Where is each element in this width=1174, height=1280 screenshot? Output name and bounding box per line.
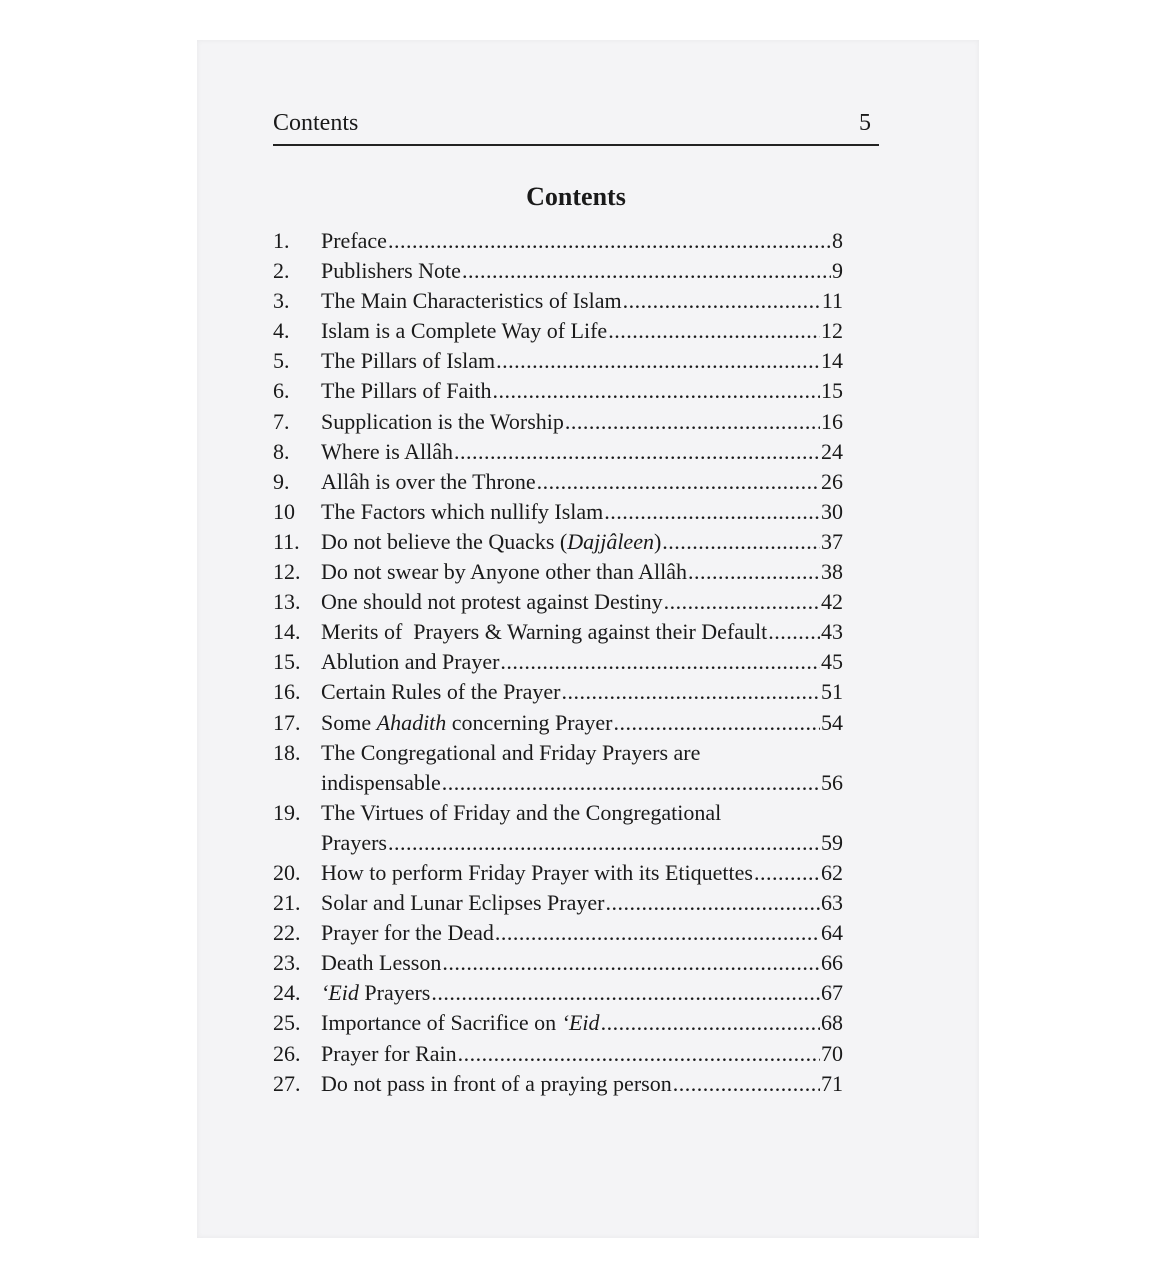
- entry-number: 20.: [273, 859, 301, 885]
- toc-entry-20: [273, 858, 843, 888]
- entry-number: 13.: [273, 589, 301, 615]
- toc-entry-5: [273, 346, 843, 376]
- dot-leader: [608, 316, 820, 346]
- toc-entry-22: [273, 918, 843, 948]
- entry-title-line1: The Virtues of Friday and the Congregational: [321, 799, 722, 825]
- entry-title: How to perform Friday Prayer with its Etiquettes: [321, 859, 753, 885]
- dot-leader: [492, 376, 820, 406]
- entry-page: 8: [832, 228, 843, 253]
- toc-entry-1: [273, 226, 843, 256]
- entry-number: 12.: [273, 559, 301, 585]
- toc-entry-8: [273, 437, 843, 467]
- entry-number: 22.: [273, 920, 301, 946]
- entry-page: 37: [821, 528, 843, 554]
- entry-page: 71: [821, 1070, 843, 1096]
- entry-number: 8.: [273, 438, 290, 464]
- dot-leader: [605, 888, 820, 918]
- entry-title-italic: Ahadith: [376, 709, 447, 735]
- entry-number: 10: [273, 498, 295, 524]
- entry-title: Certain Rules of the Prayer: [321, 679, 561, 705]
- toc-entry-19: [273, 798, 843, 858]
- entry-title: Publishers Note: [321, 258, 461, 284]
- toc-entry-26: [273, 1039, 843, 1069]
- entry-title: Do not pass in front of a praying person: [321, 1070, 672, 1096]
- entry-title-part: ): [653, 528, 662, 554]
- toc-entry-18: [273, 738, 843, 798]
- dot-leader: [565, 407, 820, 437]
- entry-title: The Main Characteristics of Islam: [321, 288, 622, 314]
- entry-number: 9.: [273, 468, 290, 494]
- dot-leader: [601, 1008, 820, 1038]
- toc-entry-25: [273, 1008, 843, 1038]
- entry-title: [321, 708, 612, 738]
- entry-number: 26.: [273, 1040, 301, 1066]
- dot-leader: [768, 617, 820, 647]
- entry-page: 15: [821, 378, 843, 404]
- dot-leader: [388, 226, 831, 256]
- entry-page: 12: [821, 318, 843, 344]
- dot-leader: [604, 497, 820, 527]
- entry-title: Preface: [321, 228, 387, 253]
- dot-leader: [562, 677, 821, 707]
- entry-number: 3.: [273, 288, 290, 314]
- entry-number: 18.: [273, 739, 301, 765]
- running-header-title: Contents: [273, 110, 359, 136]
- entry-number: 2.: [273, 258, 290, 284]
- entry-page: 70: [821, 1040, 843, 1066]
- entry-title-italic: ‘Eid: [321, 980, 359, 1006]
- dot-leader: [623, 286, 821, 316]
- toc-entry-10: [273, 497, 843, 527]
- dot-leader: [496, 346, 820, 376]
- entry-title: Prayer for the Dead: [321, 920, 494, 946]
- entry-title: One should not protest against Destiny: [321, 589, 663, 615]
- entry-page: 42: [821, 589, 843, 615]
- toc-entry-11: [273, 527, 843, 557]
- entry-number: 16.: [273, 679, 301, 705]
- entry-title: Do not swear by Anyone other than Allâh: [321, 559, 687, 585]
- entry-page: 54: [821, 709, 843, 735]
- entry-page: 14: [821, 348, 843, 374]
- entry-number: 25.: [273, 1010, 301, 1036]
- toc-entry-23: [273, 948, 843, 978]
- toc-entry-6: [273, 376, 843, 406]
- entry-number: 24.: [273, 980, 301, 1006]
- toc-entry-15: [273, 647, 843, 677]
- entry-number: 11.: [273, 528, 300, 554]
- entry-title: Where is Allâh: [321, 438, 453, 464]
- entry-page: 45: [821, 649, 843, 675]
- toc-entry-24: [273, 978, 843, 1008]
- entry-title-line1: The Congregational and Friday Prayers are: [321, 739, 701, 765]
- entry-page: 24: [821, 438, 843, 464]
- table-of-contents: [273, 226, 843, 1099]
- toc-entry-16: [273, 677, 843, 707]
- entry-page: 59: [821, 829, 843, 855]
- entry-page: 11: [821, 288, 843, 314]
- dot-leader: [537, 467, 820, 497]
- dot-leader: [688, 557, 820, 587]
- page-number: 5: [859, 110, 871, 136]
- entry-title-part: Importance of Sacrifice on: [321, 1010, 562, 1036]
- entry-title-italic: Dajjâleen: [567, 528, 654, 554]
- toc-entry-7: [273, 407, 843, 437]
- entry-number: 1.: [273, 228, 290, 253]
- toc-heading: Contents: [526, 182, 626, 211]
- entry-title-italic: ‘Eid: [561, 1010, 600, 1036]
- toc-entry-3: [273, 286, 843, 316]
- toc-entry-12: [273, 557, 843, 587]
- toc-entry-4: [273, 316, 843, 346]
- entry-page: 56: [821, 769, 843, 795]
- entry-title-part: Prayers: [358, 980, 431, 1006]
- entry-number: 4.: [273, 318, 290, 344]
- dot-leader: [431, 978, 820, 1008]
- entry-page: 26: [821, 468, 843, 494]
- entry-page: 9: [832, 258, 843, 284]
- entry-title-part: Do not believe the Quacks (: [321, 528, 568, 554]
- dot-leader: [388, 828, 820, 858]
- entry-number: 7.: [273, 408, 290, 434]
- entry-number: 19.: [273, 799, 301, 825]
- entry-page: 68: [821, 1010, 843, 1036]
- entry-page: 62: [821, 859, 843, 885]
- dot-leader: [442, 768, 820, 798]
- entry-page: 30: [821, 498, 843, 524]
- toc-entry-14: [273, 617, 843, 647]
- dot-leader: [662, 527, 820, 557]
- toc-entry-13: [273, 587, 843, 617]
- toc-entry-21: [273, 888, 843, 918]
- entry-title-part: concerning Prayer: [446, 709, 613, 735]
- entry-title: Supplication is the Worship: [321, 408, 564, 434]
- toc-entry-27: [273, 1069, 843, 1099]
- dot-leader: [613, 708, 820, 738]
- entry-title: Ablution and Prayer: [321, 649, 500, 675]
- entry-page: 43: [821, 619, 843, 645]
- running-header: [273, 108, 879, 146]
- entry-number: 23.: [273, 950, 301, 976]
- entry-title: Islam is a Complete Way of Life: [321, 318, 608, 344]
- entry-title: The Pillars of Faith: [321, 378, 492, 404]
- dot-leader: [754, 858, 820, 888]
- entry-number: 21.: [273, 890, 301, 916]
- toc-entry-17: [273, 708, 843, 738]
- dot-leader: [454, 437, 820, 467]
- entry-number: 17.: [273, 709, 301, 735]
- dot-leader: [462, 256, 831, 286]
- entry-title: The Pillars of Islam: [321, 348, 496, 374]
- entry-title: [321, 527, 661, 557]
- entry-title: Solar and Lunar Eclipses Prayer: [321, 890, 605, 916]
- entry-title-part: Some: [321, 709, 377, 735]
- entry-title-line2: Prayers: [321, 829, 387, 855]
- dot-leader: [673, 1069, 820, 1099]
- dot-leader: [500, 647, 820, 677]
- entry-number: 15.: [273, 649, 301, 675]
- entry-title: Merits of Prayers & Warning against their Default: [321, 619, 768, 645]
- entry-number: 27.: [273, 1070, 301, 1096]
- entry-title: Death Lesson: [321, 950, 442, 976]
- entry-title: The Factors which nullify Islam: [321, 498, 604, 524]
- dot-leader: [664, 587, 820, 617]
- entry-number: 6.: [273, 378, 290, 404]
- entry-page: 67: [821, 980, 843, 1006]
- entry-title-line2: indispensable: [321, 769, 441, 795]
- entry-page: 63: [821, 890, 843, 916]
- entry-number: 5.: [273, 348, 290, 374]
- entry-title: Allâh is over the Throne: [321, 468, 536, 494]
- dot-leader: [442, 948, 820, 978]
- entry-title: Prayer for Rain: [321, 1040, 457, 1066]
- entry-number: 14.: [273, 619, 301, 645]
- dot-leader: [458, 1039, 820, 1069]
- entry-page: 64: [821, 920, 843, 946]
- toc-entry-9: [273, 467, 843, 497]
- entry-title: [321, 978, 430, 1008]
- entry-page: 66: [821, 950, 843, 976]
- dot-leader: [495, 918, 820, 948]
- entry-title: [321, 1008, 600, 1038]
- toc-entry-2: [273, 256, 843, 286]
- entry-page: 38: [821, 559, 843, 585]
- entry-page: 16: [821, 408, 843, 434]
- entry-page: 51: [821, 679, 843, 705]
